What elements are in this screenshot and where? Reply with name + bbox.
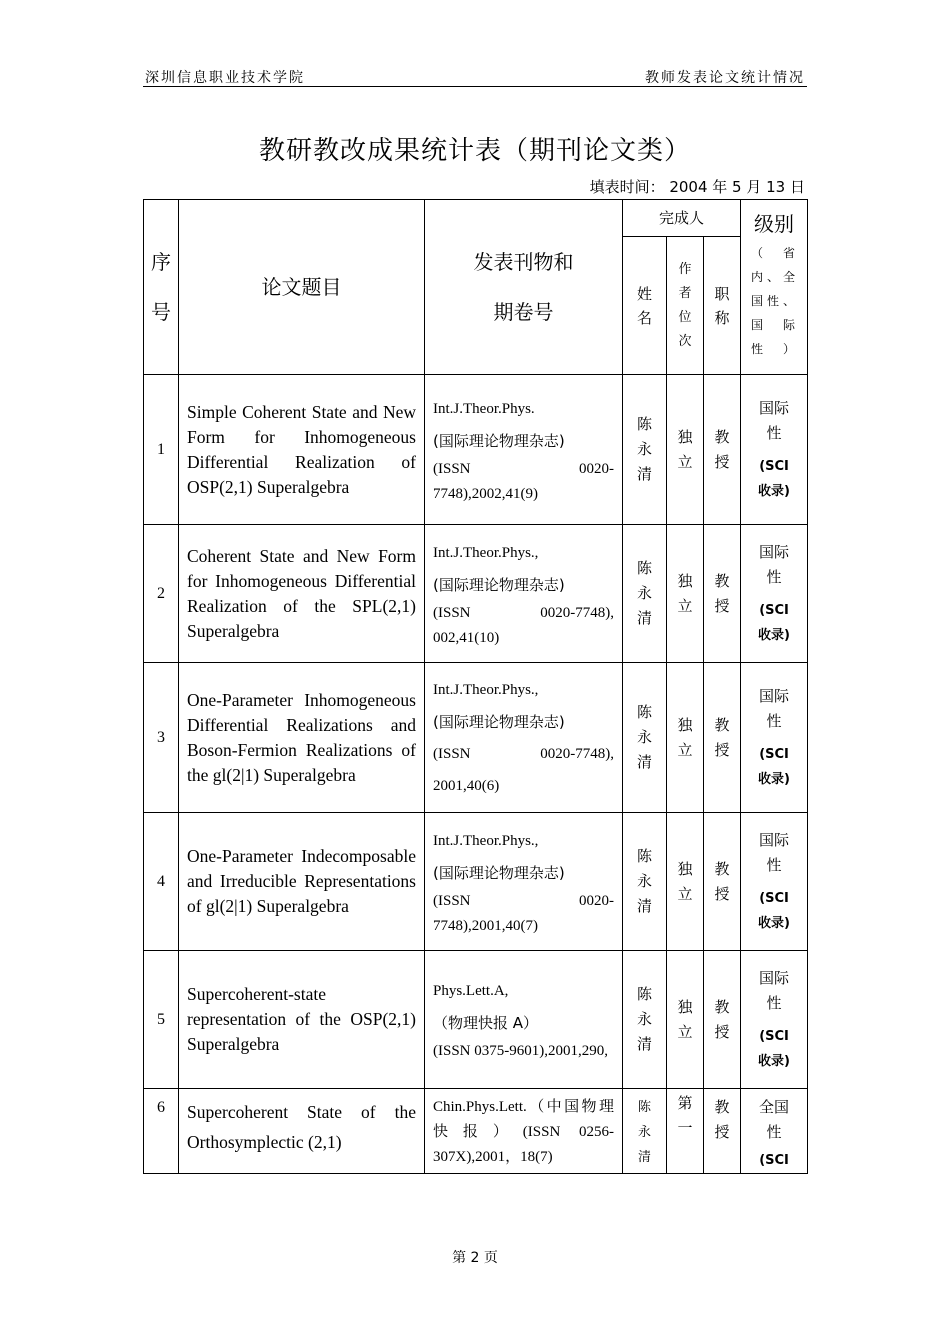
row-sci-note: (SCI 收录) [758, 746, 790, 787]
row-seq: 3 [144, 663, 179, 813]
header-level: 级别 （ 省 内、全 国性、 国 际 性） [741, 200, 808, 375]
header-completer: 完成人 [623, 200, 741, 237]
row-journal: Int.J.Theor.Phys., (国际理论物理杂志) (ISSN 0020-7748), 002,41(10) [425, 525, 623, 663]
row-job-title: 教授 [704, 525, 741, 663]
row-seq: 5 [144, 951, 179, 1089]
header-name: 姓名 [623, 237, 667, 375]
row-seq: 1 [144, 375, 179, 525]
header-divider [143, 86, 807, 87]
row-author-rank: 独立 [667, 375, 704, 525]
header-paper-title: 论文题目 [179, 200, 425, 375]
row-level: 全国性 (SCI [741, 1089, 808, 1174]
row-seq: 6 [144, 1089, 179, 1174]
row-journal: Chin.Phys.Lett.（中国物理快报）(ISSN 0256-307X),2001，18(7) [425, 1089, 623, 1174]
header-job-title: 职称 [704, 237, 741, 375]
row-level: 国际性 (SCI 收录) [741, 375, 808, 525]
row-paper-title: One-Parameter Inhomogeneous Differential Realizations and Boson-Fermion Realizations of the gl(2|1) Superalgebra [179, 663, 425, 813]
row-author-name: 陈永清 [623, 1089, 667, 1174]
row-seq: 2 [144, 525, 179, 663]
page-title: 教研教改成果统计表（期刊论文类） [258, 136, 691, 166]
table-row [144, 1089, 808, 1174]
row-sci-note: (SCI 收录) [758, 1028, 790, 1069]
row-author-name: 陈永清 [623, 663, 667, 813]
row-paper-title: Supercoherent State of the Orthosymplectic (2,1) [179, 1089, 425, 1174]
row-author-name: 陈永清 [623, 813, 667, 951]
row-job-title: 教授 [704, 813, 741, 951]
header-section: 教师发表论文统计情况 [645, 70, 805, 86]
row-level: 国际性 (SCI 收录) [741, 951, 808, 1089]
header-seq: 序号 [144, 200, 179, 375]
row-author-rank: 独立 [667, 525, 704, 663]
page-number: 第 2 页 [452, 1250, 498, 1266]
row-author-rank: 独立 [667, 951, 704, 1089]
table-row [144, 951, 808, 1089]
row-job-title: 教授 [704, 1089, 741, 1174]
header-author-rank: 作者位次 [667, 237, 704, 375]
row-level: 国际性 (SCI 收录) [741, 813, 808, 951]
row-journal: Phys.Lett.A, （物理快报 A） (ISSN 0375-9601),2001,290, [425, 951, 623, 1089]
row-paper-title: Supercoherent-state representation of the OSP(2,1) Superalgebra [179, 951, 425, 1089]
row-sci-note: (SCI [759, 1153, 789, 1168]
table-row [144, 663, 808, 813]
row-paper-title: Simple Coherent State and New Form for Inhomogeneous Differential Realization of OSP(2,1) Superalgebra [179, 375, 425, 525]
table-row [144, 813, 808, 951]
row-level: 国际性 (SCI 收录) [741, 663, 808, 813]
row-journal: Int.J.Theor.Phys. (国际理论物理杂志) (ISSN 0020-7748),2002,41(9) [425, 375, 623, 525]
stats-table [143, 199, 808, 1174]
row-sci-note: (SCI 收录) [758, 458, 790, 499]
header-level-note: （ 省 内、全 国性、 国 际 性） [751, 246, 800, 356]
row-author-name: 陈永清 [623, 375, 667, 525]
row-sci-note: (SCI 收录) [758, 890, 790, 931]
row-paper-title: Coherent State and New Form for Inhomogeneous Differential Realization of the SPL(2,1) Superalgebra [179, 525, 425, 663]
row-job-title: 教授 [704, 375, 741, 525]
row-author-rank: 第一 [667, 1089, 704, 1174]
row-author-name: 陈永清 [623, 525, 667, 663]
table-row [144, 375, 808, 525]
row-author-rank: 独立 [667, 663, 704, 813]
table-row [144, 525, 808, 663]
fill-date: 填表时间： 2004 年 5 月 13 日 [589, 178, 805, 196]
row-journal: Int.J.Theor.Phys., (国际理论物理杂志) (ISSN 0020-7748), 2001,40(6) [425, 663, 623, 813]
row-job-title: 教授 [704, 951, 741, 1089]
header-institution: 深圳信息职业技术学院 [145, 70, 305, 86]
row-paper-title: One-Parameter Indecomposable and Irreducible Representations of gl(2|1) Superalgebra [179, 813, 425, 951]
row-seq: 4 [144, 813, 179, 951]
row-journal: Int.J.Theor.Phys., (国际理论物理杂志) (ISSN 0020-7748),2001,40(7) [425, 813, 623, 951]
row-sci-note: (SCI 收录) [758, 602, 790, 643]
row-job-title: 教授 [704, 663, 741, 813]
row-level: 国际性 (SCI 收录) [741, 525, 808, 663]
header-journal: 发表刊物和 期卷号 [425, 200, 623, 375]
row-author-name: 陈永清 [623, 951, 667, 1089]
row-author-rank: 独立 [667, 813, 704, 951]
